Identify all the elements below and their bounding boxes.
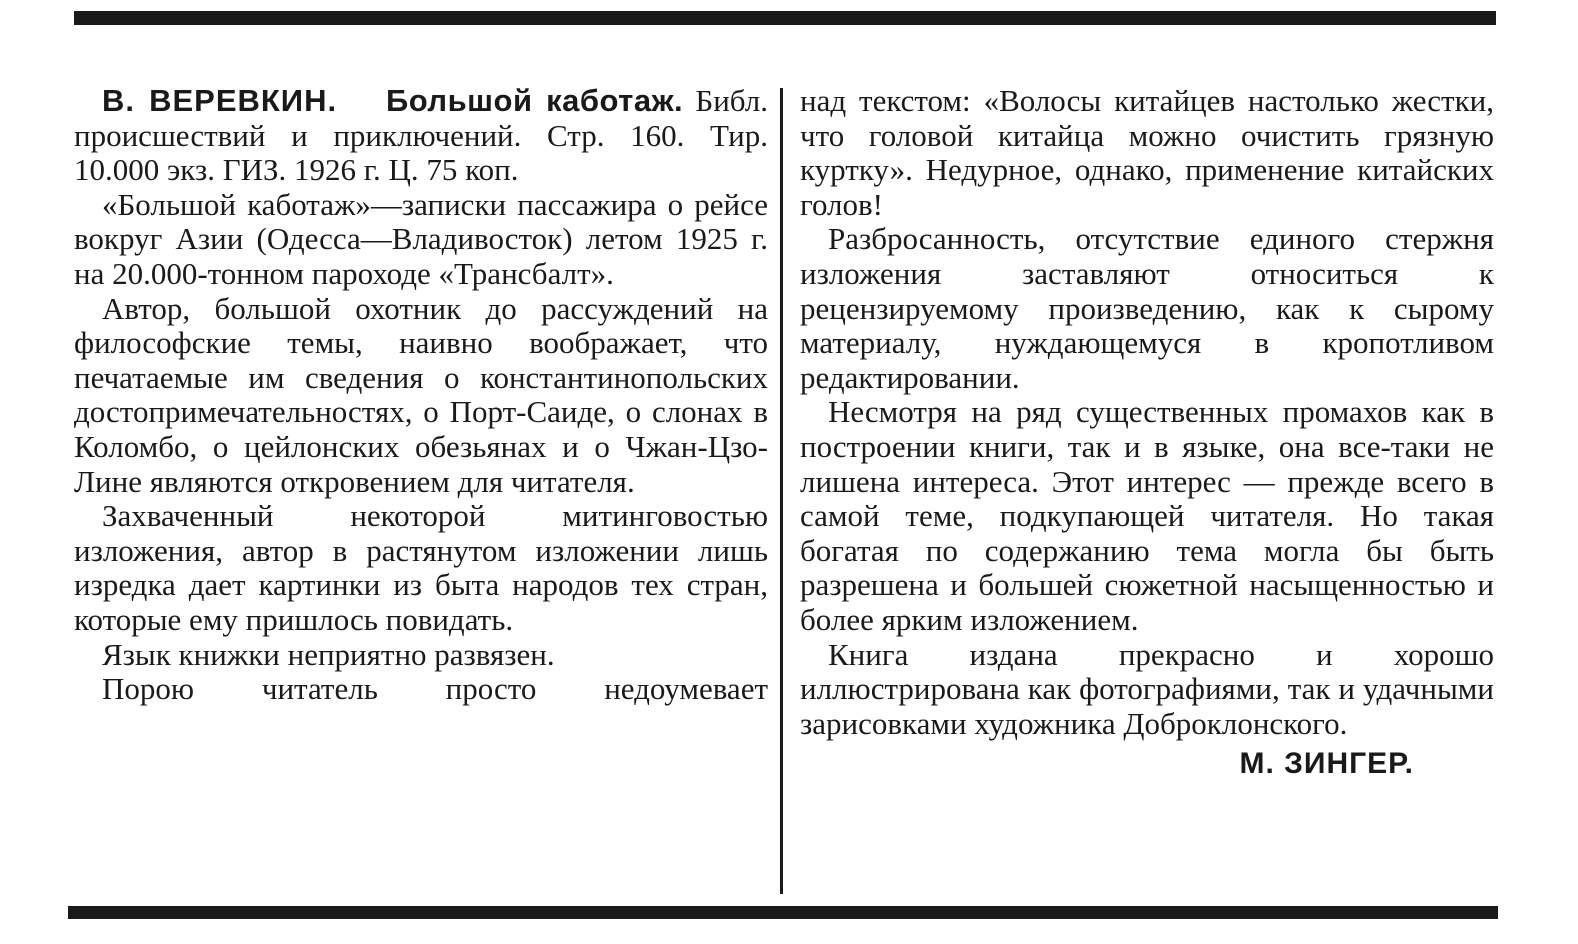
paragraph: Книга издана прекрасно и хорошо иллюстрирована как фотографиями, так и удачными зарисовками художника Доброклонского. — [800, 636, 1494, 741]
paragraph: Захваченный некоторой митинговостью изложения, автор в растянутом изложении лишь изредка дает картинки из быта народов тех стран, которые ему пришлось повидать. — [74, 498, 768, 637]
top-rule — [74, 11, 1496, 25]
paragraph: над текстом: «Волосы китайцев настолько жестки, что головой китайца можно очистить грязную куртку». Недурное, однако, применение китайских голов! — [800, 83, 1494, 222]
bottom-rule — [68, 906, 1498, 919]
column-divider — [780, 88, 783, 894]
author-name: В. ВЕРЕВКИН. — [102, 83, 338, 118]
bibliographic-info: Библ. происшествий и приключений. Стр. 160. Тир. 10.000 экз. ГИЗ. 1926 г. Ц. 75 коп. — [74, 83, 769, 188]
book-title: Большой каботаж. — [385, 83, 684, 118]
paragraph: Автор, большой охотник до рассуждений на философские темы, наивно воображает, что печатаемые им сведения о константинопольских достопримечательностях, о Порт-Саиде, о слонах в Коломбо, о цейлонских обезьянах и о Чжан-Цзо-Лине являются откровением для читателя. — [74, 290, 768, 499]
review-header — [74, 84, 768, 188]
left-column — [74, 84, 768, 707]
reviewer-signature: М. ЗИНГЕР. — [1239, 747, 1414, 781]
paragraph: «Большой каботаж»—записки пассажира о рейсе вокруг Азии (Одесса—Владивосток) летом 1925 г. на 20.000-тонном пароходе «Трансбалт». — [74, 186, 768, 291]
paragraph: Язык книжки неприятно развязен. — [102, 636, 555, 672]
paragraph: Несмотря на ряд существенных промахов как в построении книги, так и в языке, она все-таки не лишена интереса. Этот интерес — прежде всего в самой теме, подкупающей читателя. Но такая богатая по содержанию тема могла бы быть разрешена и большей сюжетной насыщенностью и более ярким изложением. — [800, 394, 1494, 637]
paragraph: Порою читатель просто недоумевает — [102, 671, 768, 707]
right-column — [800, 84, 1494, 782]
paragraph: Разбросанность, отсутствие единого стержня изложения заставляют относиться к рецензируемому произведению, как к сырому материалу, нуждающемуся в кропотливом редактировании. — [800, 221, 1494, 395]
